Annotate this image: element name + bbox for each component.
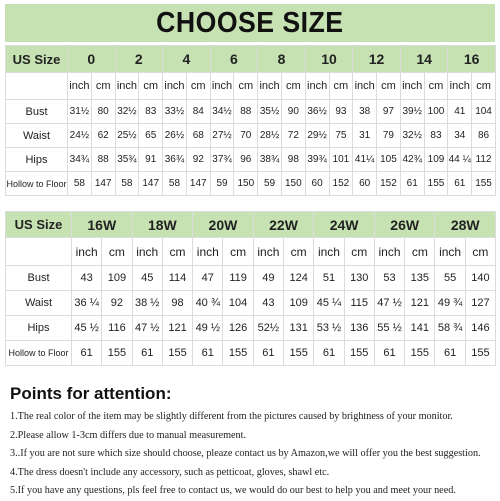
measurement-value: 27½ [210,124,234,148]
unit-label: cm [465,238,495,266]
measurement-value: 58 ¾ [435,316,465,341]
measurement-value: 36 ¼ [72,291,102,316]
unit-label: inch [305,73,329,100]
size-header: 2 [115,46,163,73]
note-item: 5.If you have any questions, pls feel free to contact us, we would do our best to help you and meet your need. [10,485,456,496]
measurement-value: 114 [162,266,192,291]
measurement-value: 61 [314,341,344,366]
measurement-value: 109 [424,148,448,172]
unit-label: inch [72,238,102,266]
size-header: 8 [258,46,306,73]
measurement-value: 24½ [68,124,92,148]
measurement-value: 72 [281,124,305,148]
unit-label: inch [163,73,187,100]
notes-heading: Points for attention: [10,384,172,403]
measurement-value: 101 [329,148,353,172]
measurement-value: 152 [377,172,401,196]
unit-label: cm [102,238,132,266]
measurement-value: 127 [465,291,495,316]
unit-label: inch [353,73,377,100]
measurement-row [6,266,496,291]
measurement-row [6,100,496,124]
measurement-label: Bust [6,266,72,291]
unit-label: inch [258,73,282,100]
size-header: 4 [163,46,211,73]
measurement-value: 98 [162,291,192,316]
measurement-value: 136 [344,316,374,341]
size-header: 28W [435,212,496,238]
measurement-label: Hollow to Floor [6,172,68,196]
measurement-value: 62 [91,124,115,148]
notes-section [10,384,490,501]
size-header: 0 [68,46,116,73]
measurement-value: 35½ [258,100,282,124]
measurement-value: 86 [472,124,496,148]
measurement-value: 155 [162,341,192,366]
measurement-value: 70 [234,124,258,148]
measurement-value: 97 [377,100,401,124]
measurement-value: 88 [91,148,115,172]
unit-label: inch [68,73,92,100]
unit-label: inch [253,238,283,266]
measurement-value: 116 [102,316,132,341]
measurement-value: 61 [400,172,424,196]
size-header: 18W [132,212,193,238]
measurement-value: 152 [329,172,353,196]
measurement-value: 36½ [305,100,329,124]
note-item: 4.The dress doesn't include any accessory, such as petticoat, gloves, shawl etc. [10,466,330,478]
size-header: 12 [353,46,401,73]
measurement-label: Hollow to Floor [6,341,72,366]
measurement-value: 61 [72,341,102,366]
measurement-value: 147 [139,172,163,196]
unit-label: inch [115,73,139,100]
measurement-value: 38¾ [258,148,282,172]
unit-label: cm [281,73,305,100]
measurement-value: 49 ¾ [435,291,465,316]
measurement-value: 38 ½ [132,291,162,316]
measurement-value: 58 [68,172,92,196]
measurement-value: 51 [314,266,344,291]
measurement-value: 45 ¼ [314,291,344,316]
page-title: CHOOSE SIZE [156,6,344,39]
measurement-value: 91 [139,148,163,172]
size-table-standard [5,45,496,196]
measurement-value: 36¾ [163,148,187,172]
unit-label: cm [139,73,163,100]
measurement-value: 124 [284,266,314,291]
measurement-value: 37¾ [210,148,234,172]
measurement-value: 59 [258,172,282,196]
measurement-value: 135 [405,266,435,291]
measurement-value: 61 [448,172,472,196]
measurement-value: 26½ [163,124,187,148]
measurement-value: 147 [91,172,115,196]
measurement-value: 47 ½ [132,316,162,341]
unit-label: inch [374,238,404,266]
measurement-value: 155 [424,172,448,196]
unit-label: inch [210,73,234,100]
measurement-value: 34 [448,124,472,148]
measurement-value: 104 [223,291,253,316]
measurement-value: 80 [91,100,115,124]
measurement-value: 140 [465,266,495,291]
measurement-value: 47 ½ [374,291,404,316]
measurement-value: 155 [102,341,132,366]
note-item: 2.Please allow 1-3cm differs due to manual measurement. [10,429,247,441]
title-banner [5,4,495,42]
measurement-value: 105 [377,148,401,172]
measurement-value: 90 [281,100,305,124]
measurement-value: 83 [139,100,163,124]
unit-blank [6,238,72,266]
measurement-value: 83 [424,124,448,148]
measurement-value: 150 [234,172,258,196]
unit-label: cm [472,73,496,100]
size-header: 14 [400,46,448,73]
unit-label: cm [186,73,210,100]
measurement-value: 35¾ [115,148,139,172]
note-item: 3..If you are not sure which size should choose, pleaze contact us by Amazon,we will offer you the best suggestion. [10,448,481,459]
measurement-value: 43 [72,266,102,291]
unit-label: inch [314,238,344,266]
measurement-value: 155 [465,341,495,366]
measurement-value: 126 [223,316,253,341]
measurement-value: 43 [253,291,283,316]
measurement-value: 65 [139,124,163,148]
measurement-value: 42¾ [400,148,424,172]
measurement-value: 155 [344,341,374,366]
measurement-value: 28½ [258,124,282,148]
measurement-value: 61 [132,341,162,366]
measurement-row [6,148,496,172]
measurement-value: 58 [163,172,187,196]
measurement-value: 92 [186,148,210,172]
measurement-value: 109 [284,291,314,316]
unit-label: inch [193,238,223,266]
measurement-value: 96 [234,148,258,172]
measurement-value: 155 [223,341,253,366]
size-header: 16 [448,46,496,73]
measurement-value: 61 [435,341,465,366]
unit-label: inch [435,238,465,266]
measurement-value: 31 [353,124,377,148]
measurement-value: 32½ [115,100,139,124]
unit-label: cm [284,238,314,266]
unit-label: cm [91,73,115,100]
measurement-value: 79 [377,124,401,148]
measurement-value: 34¾ [68,148,92,172]
measurement-row [6,124,496,148]
size-header: 10 [305,46,353,73]
measurement-value: 141 [405,316,435,341]
measurement-value: 68 [186,124,210,148]
measurement-value: 49 [253,266,283,291]
measurement-value: 29½ [305,124,329,148]
measurement-value: 84 [186,100,210,124]
measurement-value: 88 [234,100,258,124]
measurement-row [6,316,496,341]
size-header: 20W [193,212,254,238]
measurement-value: 39¾ [305,148,329,172]
measurement-label: Hips [6,148,68,172]
measurement-value: 25½ [115,124,139,148]
measurement-value: 75 [329,124,353,148]
unit-label: cm [344,238,374,266]
unit-label: inch [400,73,424,100]
unit-label: cm [405,238,435,266]
measurement-value: 41¼ [353,148,377,172]
measurement-value: 53 ½ [314,316,344,341]
measurement-row [6,291,496,316]
measurement-label: Waist [6,124,68,148]
measurement-value: 60 [353,172,377,196]
measurement-label: Hips [6,316,72,341]
measurement-value: 147 [186,172,210,196]
measurement-value: 130 [344,266,374,291]
measurement-value: 119 [223,266,253,291]
measurement-value: 155 [472,172,496,196]
measurement-value: 40 ¾ [193,291,223,316]
measurement-value: 53 [374,266,404,291]
measurement-value: 112 [472,148,496,172]
measurement-value: 115 [344,291,374,316]
measurement-value: 100 [424,100,448,124]
measurement-value: 131 [284,316,314,341]
measurement-value: 104 [472,100,496,124]
size-header: 24W [314,212,375,238]
measurement-value: 121 [405,291,435,316]
unit-label: cm [377,73,401,100]
measurement-label: Waist [6,291,72,316]
measurement-value: 92 [102,291,132,316]
measurement-label: Bust [6,100,68,124]
measurement-value: 55 ½ [374,316,404,341]
measurement-value: 146 [465,316,495,341]
measurement-value: 55 [435,266,465,291]
measurement-value: 150 [281,172,305,196]
measurement-value: 61 [253,341,283,366]
measurement-value: 155 [405,341,435,366]
notes-list [10,408,490,501]
unit-blank [6,73,68,100]
unit-label: cm [234,73,258,100]
measurement-value: 61 [374,341,404,366]
measurement-value: 41 [448,100,472,124]
measurement-value: 32½ [400,124,424,148]
measurement-value: 58 [115,172,139,196]
measurement-value: 49 ½ [193,316,223,341]
measurement-value: 93 [329,100,353,124]
measurement-value: 109 [102,266,132,291]
size-header-label: US Size [6,212,72,238]
unit-label: cm [329,73,353,100]
measurement-value: 38 [353,100,377,124]
size-header: 16W [72,212,133,238]
measurement-value: 61 [193,341,223,366]
unit-label: cm [424,73,448,100]
measurement-row [6,172,496,196]
measurement-value: 44 ¼ [448,148,472,172]
measurement-row [6,341,496,366]
measurement-value: 39½ [400,100,424,124]
measurement-value: 52½ [253,316,283,341]
size-header: 26W [374,212,435,238]
measurement-value: 59 [210,172,234,196]
measurement-value: 45 [132,266,162,291]
measurement-value: 98 [281,148,305,172]
measurement-value: 45 ½ [72,316,102,341]
measurement-value: 33½ [163,100,187,124]
size-header-label: US Size [6,46,68,73]
unit-label: cm [162,238,192,266]
measurement-value: 31½ [68,100,92,124]
measurement-value: 155 [284,341,314,366]
unit-label: inch [132,238,162,266]
measurement-value: 34½ [210,100,234,124]
size-header: 6 [210,46,258,73]
unit-label: inch [448,73,472,100]
size-header: 22W [253,212,314,238]
measurement-value: 121 [162,316,192,341]
unit-label: cm [223,238,253,266]
measurement-value: 60 [305,172,329,196]
note-item: 1.The real color of the item may be slightly different from the pictures caused by brightness of your monitor. [10,411,453,422]
measurement-value: 47 [193,266,223,291]
size-table-plus [5,211,496,366]
